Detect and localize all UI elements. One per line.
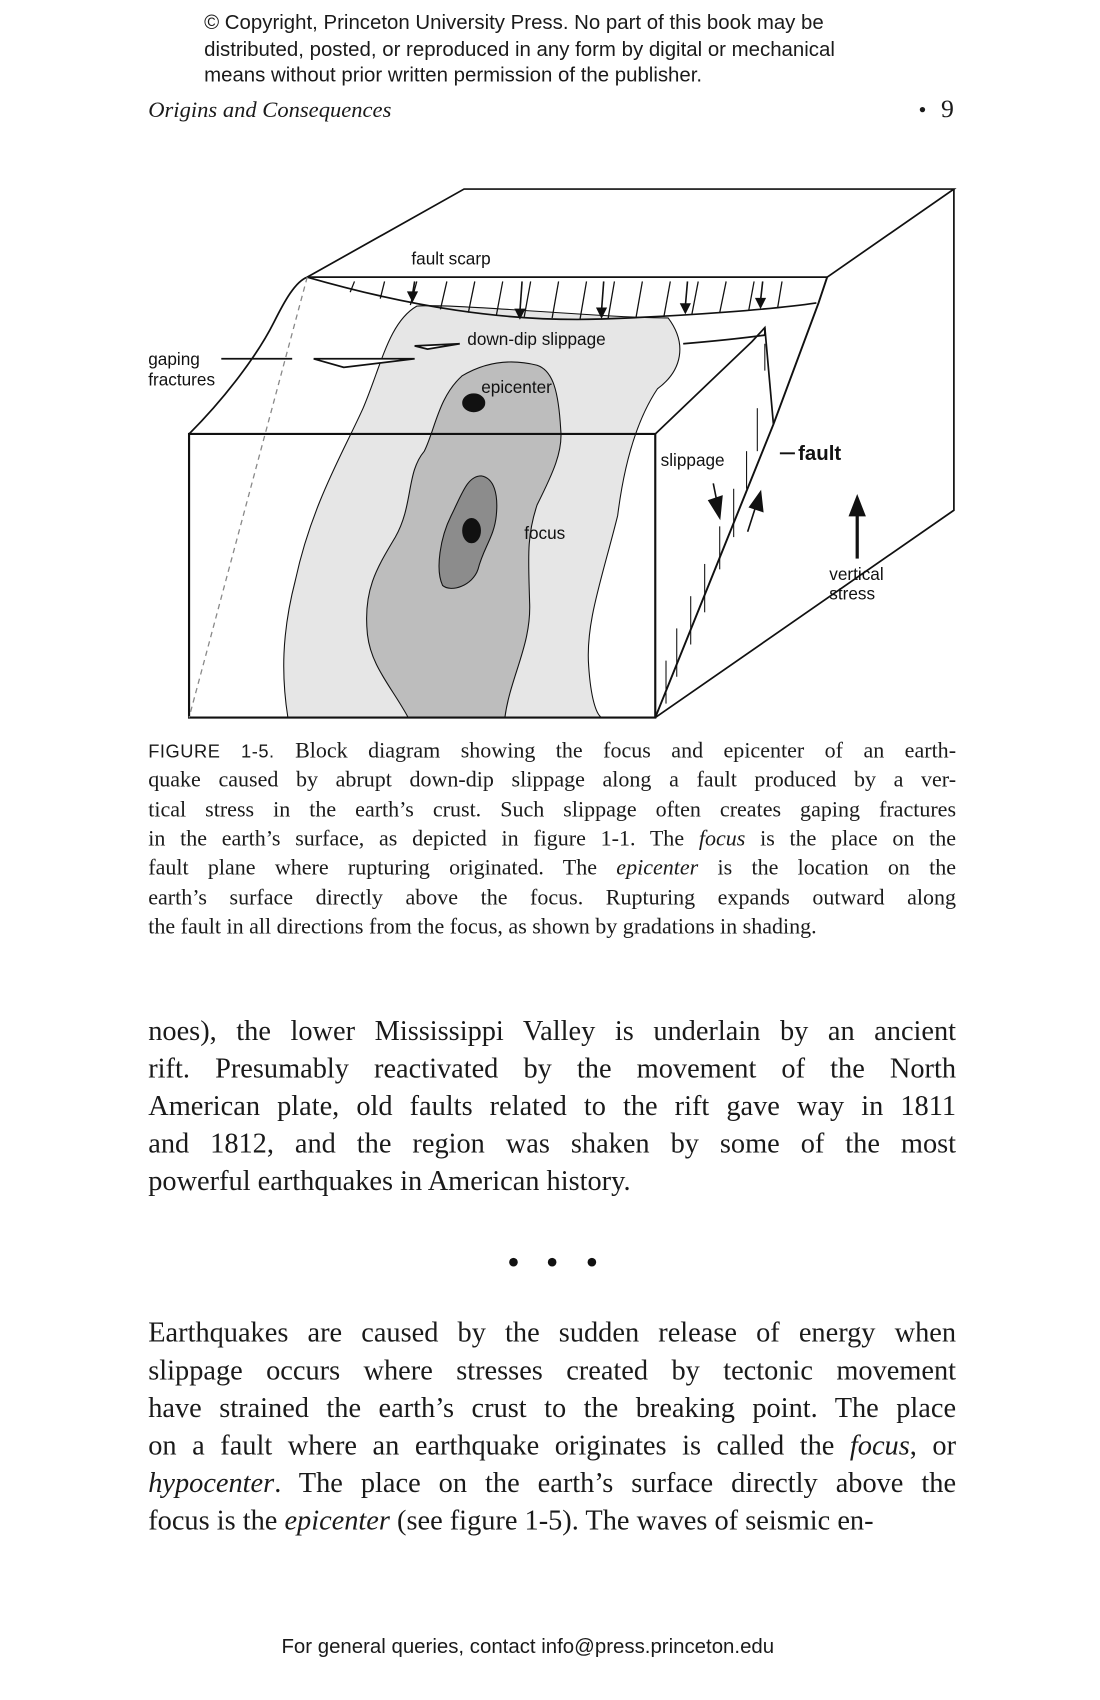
text-line [148,1089,956,1127]
section-break-dot [548,1258,557,1267]
label-focus: focus [524,523,566,544]
text-segment: in the earth’s surface, as depicted in figure 1-1. The [148,827,699,851]
text-segment: focus is the [148,1503,285,1537]
page-number: 9 [940,95,954,124]
caption-label: FIGURE 1-5. [148,741,275,762]
scarp-arrow-icon [597,281,606,316]
scarp-arrow-icon [516,281,525,318]
text-segment: is the place on the [745,827,957,851]
text-line [148,915,956,944]
upper-block-top [307,189,954,277]
text-segment: (see figure 1-5). The waves of seismic en- [389,1503,874,1537]
label-down-dip-slippage: down-dip slippage [467,328,606,349]
text-segment: Block diagram showing the focus and epicenter of an earth- [274,739,957,763]
text-line [148,798,956,827]
scarp-arrow-icon [681,281,690,312]
text-line [148,827,956,856]
text-segment: American plate, old faults related to the rift gave way in 1811 [148,1089,957,1122]
text-line [148,856,956,885]
italic-term: epicenter [616,856,699,880]
text-line [148,1316,956,1354]
text-line [148,768,956,797]
label-epicenter: epicenter [481,377,552,398]
text-segment: the fault in all directions from the focus, as shown by gradations in shading. [148,915,817,939]
fault-line [655,277,827,717]
label-stress: stress [829,583,876,604]
copyright-line: means without prior written permission of the publisher. [204,64,703,88]
copyright-line: distributed, posted, or reproduced in any form by digital or mechanical [204,38,835,61]
lower-block-left-edge [189,277,307,434]
section-break-dot [588,1258,597,1267]
italic-term: focus [849,1428,910,1461]
text-segment: Earthquakes are caused by the sudden release of energy when [148,1315,957,1349]
text-segment: , or [909,1428,957,1461]
text-segment: powerful earthquakes in American history. [148,1164,631,1197]
slippage-up-arrow-icon [748,492,763,532]
text-segment: tical stress in the earth’s crust. Such slippage often creates gaping fractures [148,797,957,822]
text-segment: rift. Presumably reactivated by the movement of the North [148,1051,957,1084]
text-segment: . The place on the earth’s surface directly above the [274,1466,957,1499]
label-fractures: fractures [148,369,216,390]
block-diagram [0,0,1100,773]
text-line [148,1353,956,1391]
text-segment: earth’s surface directly above the focus. Rupturing expands outward along [148,885,957,910]
text-line [148,1504,956,1542]
italic-term: epicenter [284,1503,390,1537]
text-segment: have strained the earth’s crust to the breaking point. The place [148,1391,957,1424]
italic-term: focus [698,827,746,851]
label-slippage: slippage [660,450,725,471]
header-bullet: • [918,96,927,123]
text-segment: quake caused by abrupt down-dip slippage along a fault produced by a ver- [148,768,957,793]
text-line [148,739,956,768]
text-line [148,1052,956,1090]
text-line [148,1014,956,1052]
footer-contact: For general queries, contact info@press.princeton.edu [281,1636,775,1659]
text-segment: slippage occurs where stresses created by tectonic movement [148,1353,957,1386]
label-gaping: gaping [148,349,200,370]
text-line [148,886,956,915]
text-segment: and 1812, and the region was shaken by some of the most [148,1126,957,1160]
text-line [148,1164,956,1202]
text-segment: on a fault where an earthquake originates is called the [148,1428,850,1461]
vertical-stress-arrow-icon [850,496,865,558]
label-vertical: vertical [829,564,884,585]
text-segment: noes), the lower Mississippi Valley is underlain by an ancient [148,1014,957,1047]
label-fault-scarp: fault scarp [411,248,491,269]
text-line [148,1127,956,1165]
text-line [148,1429,956,1467]
text-segment: fault plane where rupturing originated. The [148,856,617,880]
text-line [148,1391,956,1429]
running-title: Origins and Consequences [148,96,392,123]
copyright-line: © Copyright, Princeton University Press. No part of this book may be [204,11,824,35]
italic-term: hypocenter [148,1466,275,1499]
scarp-arrow-icon [756,281,765,307]
focus-marker [463,519,480,543]
section-break-dot [509,1258,518,1267]
label-fault: fault [798,442,842,465]
slippage-down-arrow-icon [709,483,722,517]
text-segment: is the location on the [698,856,957,880]
text-line [148,1466,956,1504]
